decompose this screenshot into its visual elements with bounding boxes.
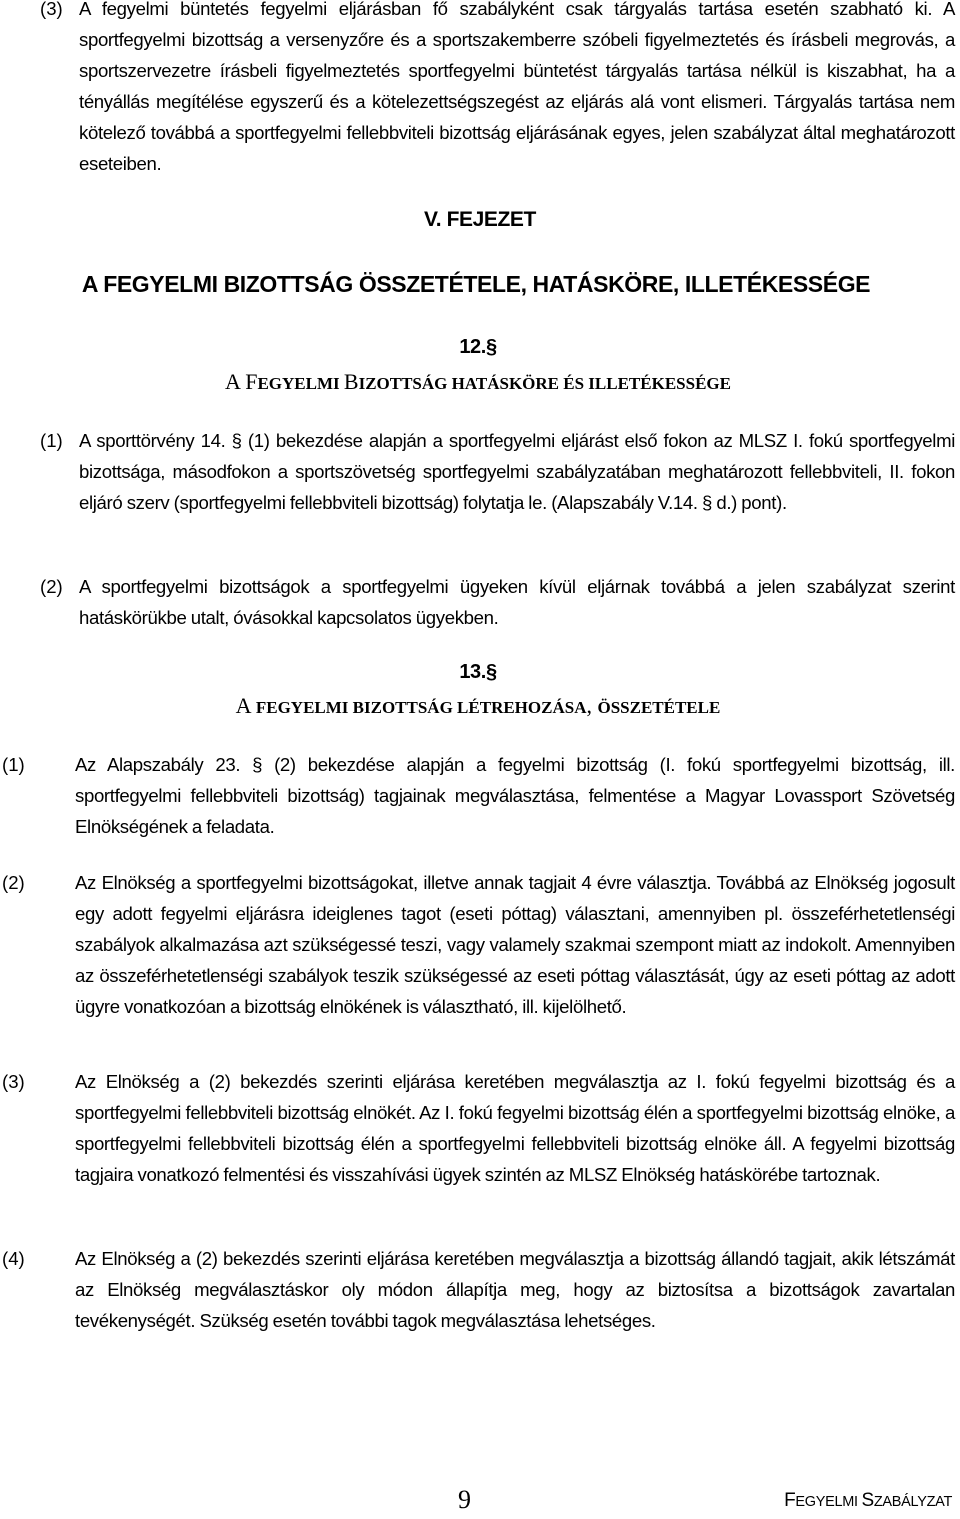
s13-paragraph-1-number: (1) — [2, 754, 25, 775]
section-13-num: 13. — [459, 661, 486, 683]
section-12-title-egyelmi: EGYELMI — [257, 374, 344, 393]
footer-title-f: F — [784, 1490, 796, 1511]
section-13-title-end: ÖSSZETÉTELE — [597, 698, 721, 717]
s13-paragraph-3-text: Az Elnökség a (2) bekezdés szerinti eljárása keretében megválasztja az I. fokú fegyelmi bizottság és a sportfegyelmi fellebbviteli bizottság elnökét. Az I. fokú fegyelmi bizottság élén a sportfegyelmi bizottság elnöke, a sportfegyelmi fellebbviteli bizottság élén a sportfegyelmi fellebbviteli bizottság elnöke áll. A fegyelmi bizottság tagjaira vonatkozó felmentési és visszahívási ügyek szintén az MLSZ Elnökség hatáskörébe tartoznak. — [75, 1071, 955, 1185]
section-13-title-a: A — [235, 693, 256, 718]
section-sign-12: § — [485, 336, 497, 358]
section-13-number — [0, 661, 958, 684]
s13-paragraph-3-number: (3) — [2, 1071, 25, 1092]
s13-paragraph-4-number: (4) — [2, 1248, 25, 1269]
s13-paragraph-4-text: Az Elnökség a (2) bekezdés szerinti eljárása keretében megválasztja a bizottság állandó tagjait, akik létszámát az Elnökség megválasztáskor oly módon állapítja meg, hogy az biztosítsa a bizottságok zavartalan tevékenységét. Szükség esetén további tagok megválasztása lehetséges. — [75, 1248, 955, 1331]
section-12-title-b: B — [343, 369, 359, 394]
s12-paragraph-2-number: (2) — [40, 576, 63, 597]
chapter-title: A FEGYELMI BIZOTTSÁG ÖSSZETÉTELE, HATÁSKÖRE, ILLETÉKESSÉGE — [81, 271, 871, 297]
s13-paragraph-2-text: Az Elnökség a sportfegyelmi bizottságokat, illetve annak tagjait 4 évre választja. Továbbá az Elnökség jogosult egy adott fegyelmi eljárásra ideiglenes tagot (eseti póttag) választani, amennyiben pl. összeférhetetlenségi szabályok alkalmazása azt szükségessé teszi, vagy valamely szakmai szempont miatt az indokolt. Amennyiben az összeférhetetlenségi szabályok teszik szükségessé az eseti póttag választását, úgy az eseti póttag az adott ügyre vonatkozóan a bizottság elnökének is választható, ill. kijelölhető. — [75, 872, 955, 1017]
intro-paragraph-number: (3) — [40, 0, 63, 19]
section-12-title-a: A — [225, 369, 246, 394]
s12-paragraph-1-number: (1) — [40, 430, 63, 451]
section-13-title-rest: FEGYELMI BIZOTTSÁG LÉTREHOZÁSA — [255, 698, 587, 717]
section-12-num: 12. — [459, 336, 486, 358]
section-12-title — [0, 369, 958, 395]
intro-paragraph-text: A fegyelmi büntetés fegyelmi eljárásban fő szabályként csak tárgyalás tartása esetén szabható ki. A sportfegyelmi bizottság a versenyzőre és a sportszakemberre szóbeli figyelmeztetés és írásbeli megrovás, a sportszervezetre írásbeli figyelmeztetés sportfegyelmi büntetést tárgyalás tartása nélkül is kiszabhat, ha a tényállás megítélése egyszerű és a kötelezettségszegést az eljárás alá vont elismeri. Tárgyalás tartása nem kötelező továbbá a sportfegyelmi fellebbviteli bizottság eljárásának egyes, jelen szabályzat által meghatározott eseteiben. — [79, 0, 955, 174]
footer-title — [784, 1490, 952, 1512]
section-13-title-comma: , — [586, 693, 598, 718]
s13-paragraph-1-text: Az Alapszabály 23. § (2) bekezdése alapján a fegyelmi bizottság (I. fokú sportfegyelmi bizottság, ill. sportfegyelmi fellebbviteli bizottság) tagjainak megválasztása, felmentése a Magyar Lovassport Szövetség Elnökségének a feladata. — [75, 754, 955, 837]
s12-paragraph-1-text: A sporttörvény 14. § (1) bekezdése alapján a sportfegyelmi eljárást első fokon az MLSZ I. fokú sportfegyelmi bizottsága, másodfokon a sportszövetség sportfegyelmi szabályzatában meghatározott fellebbviteli, II. fokon eljáró szerv (sportfegyelmi fellebbviteli bizottság) folytatja le. (Alapszabály V.14. § d.) pont). — [79, 430, 955, 513]
footer-title-zabalyzat: ZABÁLYZAT — [873, 1494, 952, 1510]
footer-title-egyelmi: EGYELMI — [795, 1494, 862, 1510]
section-13-title — [0, 693, 958, 719]
s12-paragraph-2-text: A sportfegyelmi bizottságok a sportfegyelmi ügyeken kívül eljárnak továbbá a jelen szabályzat szerint hatáskörükbe utalt, óvásokkal kapcsolatos ügyekben. — [79, 576, 955, 628]
section-12-title-rest: IZOTTSÁG HATÁSKÖRE ÉS ILLETÉKESSÉGE — [358, 374, 731, 393]
section-12-number — [0, 336, 958, 359]
chapter-number: V. FEJEZET — [424, 208, 536, 231]
section-12-title-f: F — [245, 369, 258, 394]
s13-paragraph-2-number: (2) — [2, 872, 25, 893]
footer-title-s: S — [861, 1490, 874, 1511]
section-sign-13: § — [485, 661, 497, 683]
page-number: 9 — [458, 1485, 471, 1514]
